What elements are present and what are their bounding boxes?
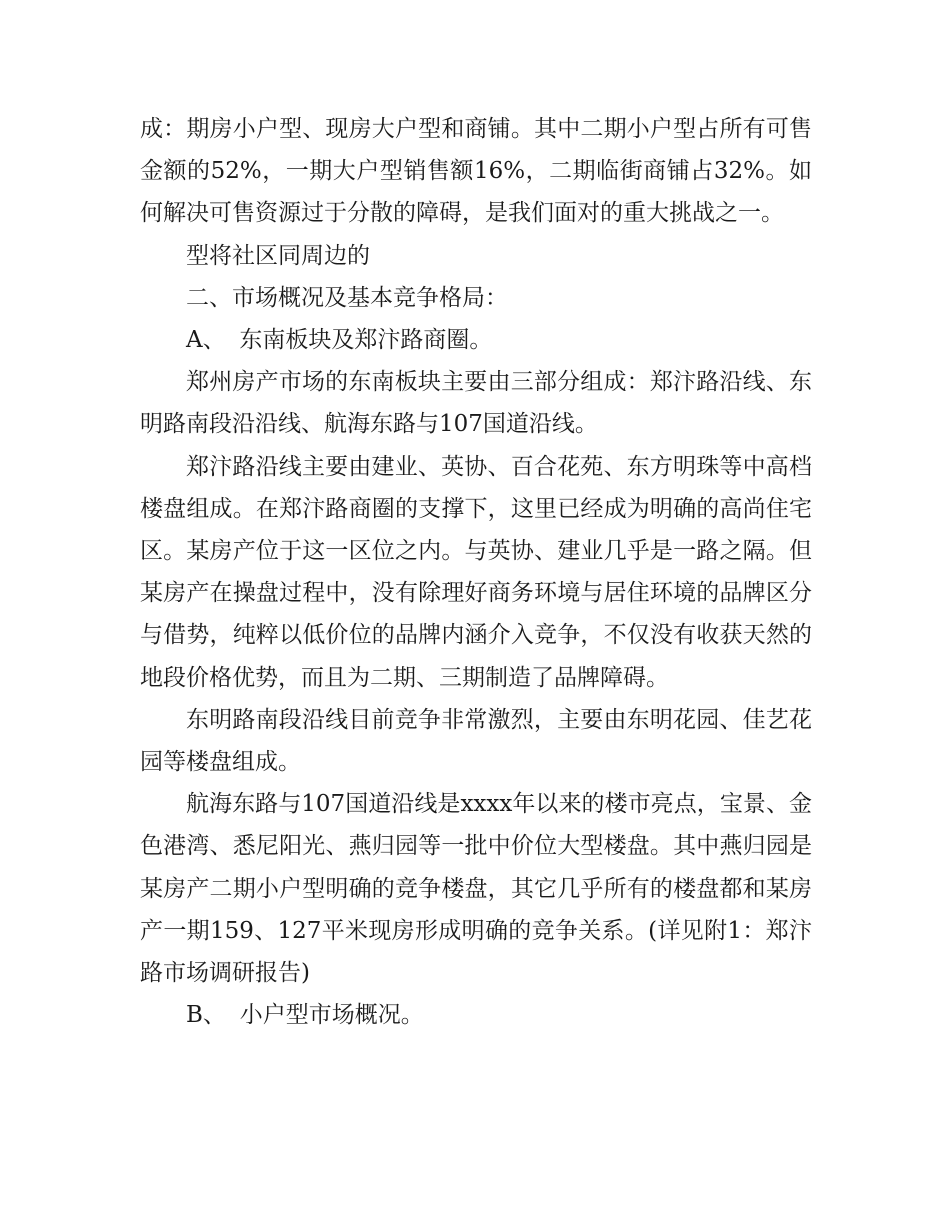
paragraph-fragment: 型将社区同周边的 (186, 242, 370, 269)
paragraph-southeast-block: 郑州房产市场的东南板块主要由三部分组成：郑汴路沿线、东明路南段沿沿线、航海东路与107国道沿线。 (140, 369, 812, 438)
paragraph-dongming-road: 东明路南段沿线目前竞争非常激烈，主要由东明花园、佳艺花园等楼盘组成。 (140, 706, 812, 776)
subsection-marker-b: B、 (186, 1002, 226, 1029)
subsection-title-a: 东南板块及郑汴路商圈。 (239, 327, 493, 354)
section-heading-market-overview: 二、市场概况及基本竞争格局： (186, 284, 508, 311)
subsection-title-b: 小户型市场概况。 (239, 1002, 424, 1029)
subsection-heading-a (140, 319, 812, 361)
subsection-marker-a: A、 (186, 327, 226, 354)
document-page (140, 108, 812, 1036)
paragraph-zhengbian-road: 郑汴路沿线主要由建业、英协、百合花苑、东方明珠等中高档楼盘组成。在郑汴路商圈的支撑下，这里已经成为明确的高尚住宅区。某房产位于这一区位之内。与英协、建业几乎是一路之隔。但某房产在操盘过程中，没有除理好商务环境与居住环境的品牌区分与借势，纯粹以低价位的品牌内涵介入竞争，不仅没有收获天然的地段价格优势，而且为二期、三期制造了品牌障碍。 (140, 453, 812, 691)
paragraph-hanghai-road: 航海东路与107国道沿线是xxxx年以来的楼市亮点，宝景、金色港湾、悉尼阳光、燕归园等一批中价位大型楼盘。其中燕归园是某房产二期小户型明确的竞争楼盘，其它几乎所有的楼盘都和某房产一期159、127平米现房形成明确的竞争关系。(详见附1：郑汴路市场调研报告) (140, 791, 812, 987)
paragraph-asset-composition: 成：期房小户型、现房大户型和商铺。其中二期小户型占所有可售金额的52%，一期大户型销售额16%，二期临街商铺占32%。如何解决可售资源过于分散的障碍，是我们面对的重大挑战之一。 (140, 116, 812, 227)
subsection-heading-b (140, 994, 812, 1036)
